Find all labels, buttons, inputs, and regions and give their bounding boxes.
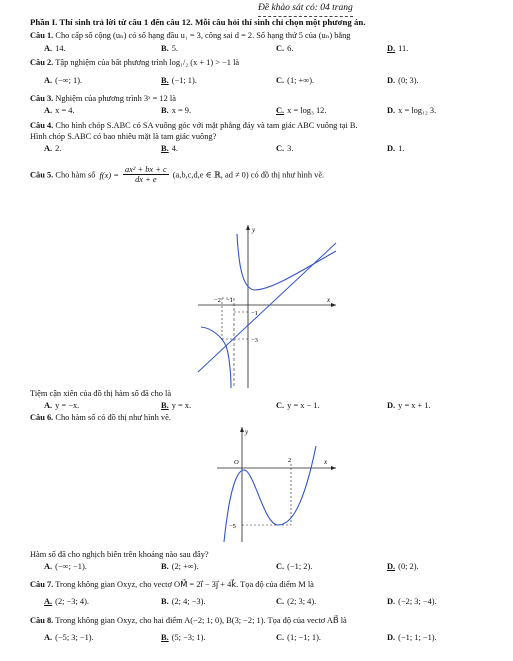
question-text: Tập nghiệm của bất phương trình log₁/₂ (x + 1) > −1 là [55, 58, 240, 67]
option-a[interactable]: A. 2. [44, 144, 62, 153]
question-label: Câu 5. [30, 170, 54, 180]
option-b[interactable]: B. (5; −3; 1). [161, 633, 206, 642]
question-5-prompt: Tiệm cận xiên của đồ thị hàm số đã cho là [30, 389, 172, 398]
question-2 [30, 58, 239, 69]
question-text: Nghiệm của phương trình 3ˣ = 12 là [55, 94, 176, 103]
question-label: Câu 4. [30, 121, 54, 130]
option-c[interactable]: C. 6. [276, 44, 294, 53]
question-7 [30, 580, 314, 591]
option-a[interactable]: A. (−5; 3; −1). [44, 633, 94, 642]
tick-label: −1 [226, 297, 233, 304]
option-d[interactable]: D. (0; 3). [387, 76, 419, 85]
fraction [123, 165, 169, 184]
question-1 [30, 31, 351, 42]
option-a[interactable]: A. 14. [44, 44, 66, 53]
option-c[interactable]: C. y = x − 1. [276, 401, 320, 410]
option-b[interactable]: B. 4. [161, 144, 178, 153]
option-b[interactable]: B. (2; +∞). [161, 562, 199, 571]
option-c[interactable]: C. x = log₃ 12. [276, 106, 327, 115]
option-a[interactable]: A. (2; −3; 4). [44, 597, 89, 606]
question-5 [30, 166, 324, 185]
x-axis-arrow [331, 466, 336, 470]
question-text: Trong không gian Oxyz, cho vectơ OM⃗ = 2i⃗ − 3j⃗ + 4k⃗. Tọa độ của điểm M là [55, 580, 314, 589]
option-d[interactable]: D. 11. [387, 44, 409, 53]
question-label: Câu 2. [30, 58, 54, 67]
part-title: Phần I. Thí sinh trả lời từ câu 1 đến câu 12. Mỗi câu hỏi thí sinh chỉ chọn một phương án. [30, 17, 366, 27]
option-b[interactable]: B. (−1; 1). [161, 76, 197, 85]
question-label: Câu 3. [30, 94, 54, 103]
option-b[interactable]: B. y = x. [161, 401, 192, 410]
tick-label: −2 [214, 297, 221, 304]
question-text: Cho cấp số cộng (uₙ) có số hạng đầu u₁ = 3, công sai d = 2. Số hạng thứ 5 của (uₙ) bằng [55, 31, 351, 40]
y-axis-arrow [246, 225, 250, 230]
y-axis-label: y [245, 428, 249, 436]
fraction-numerator: ax² + bx + c [124, 165, 167, 174]
option-d[interactable]: D. y = x + 1. [387, 401, 431, 410]
option-b[interactable]: B. 5. [161, 44, 178, 53]
tick-label: 2 [288, 457, 292, 464]
curve-left-branch [201, 327, 231, 388]
fraction-denominator: dx + e [135, 175, 157, 185]
tick-label: −5 [229, 523, 236, 530]
option-c[interactable]: C. (2; 3; 4). [276, 597, 317, 606]
option-a[interactable]: A. (−∞; 1). [44, 76, 83, 85]
question-4 [30, 121, 358, 132]
option-c[interactable]: C. (1; +∞). [276, 76, 315, 85]
option-c[interactable]: C. (1; −1; 1). [276, 633, 321, 642]
question-8 [30, 616, 347, 627]
option-c[interactable]: C. (−1; 2). [276, 562, 313, 571]
option-a[interactable]: A. (−∞; −1). [44, 562, 87, 571]
y-axis-arrow [240, 427, 244, 432]
page-header: Đề khảo sát có: 04 trang [258, 3, 353, 17]
question-6-prompt: Hàm số đã cho nghịch biến trên khoảng nào sau đây? [30, 550, 209, 559]
option-d[interactable]: D. (−2; 3; −4). [387, 597, 437, 606]
graph-question-5 [196, 222, 340, 390]
y-axis-label: y [252, 226, 256, 234]
option-a[interactable]: A. y = −x. [44, 401, 80, 410]
option-b[interactable]: B. x = 9. [161, 106, 192, 115]
option-d[interactable]: D. 1. [387, 144, 405, 153]
graph-question-6 [212, 424, 340, 544]
option-d[interactable]: D. (0; 2). [387, 562, 419, 571]
question-text: Trong không gian Oxyz, cho hai điểm A(−2; 1; 0), B(3; −2; 1). Tọa độ của vectơ AB⃗ là [55, 616, 347, 625]
option-d[interactable]: D. (−1; 1; −1). [387, 633, 437, 642]
tick-label: −1 [251, 310, 258, 317]
x-axis-label: x [324, 458, 328, 466]
option-a[interactable]: A. x = 4. [44, 106, 75, 115]
function-name: f(x) = [99, 170, 119, 180]
option-d[interactable]: D. x = log₁₂ 3. [387, 106, 437, 115]
question-6 [30, 413, 171, 424]
curve-right-branch [237, 234, 336, 290]
x-axis-label: x [327, 296, 331, 304]
question-text: Cho hàm số có đồ thị như hình vẽ. [55, 413, 171, 422]
option-c[interactable]: C. 3. [276, 144, 294, 153]
question-label: Câu 1. [30, 31, 54, 40]
x-axis-arrow [331, 303, 336, 307]
question-text: Cho hình chóp S.ABC có SA vuông góc với mặt phẳng đáy và tam giác ABC vuông tại B. [55, 121, 358, 130]
question-text-post: (a,b,c,d,e ∈ ℝ, ad ≠ 0) có đồ thị như hình vẽ. [172, 170, 325, 180]
option-b[interactable]: B. (2; 4; −3). [161, 597, 206, 606]
question-label: Câu 6. [30, 413, 54, 422]
question-label: Câu 7. [30, 580, 54, 589]
question-3 [30, 94, 176, 105]
question-text-pre: Cho hàm số [55, 170, 96, 180]
question-label: Câu 8. [30, 616, 54, 625]
question-4-line2: Hình chóp S.ABC có bao nhiêu mặt là tam giác vuông? [30, 132, 217, 141]
tick-label: −3 [251, 337, 258, 344]
origin-label: O [234, 459, 239, 466]
